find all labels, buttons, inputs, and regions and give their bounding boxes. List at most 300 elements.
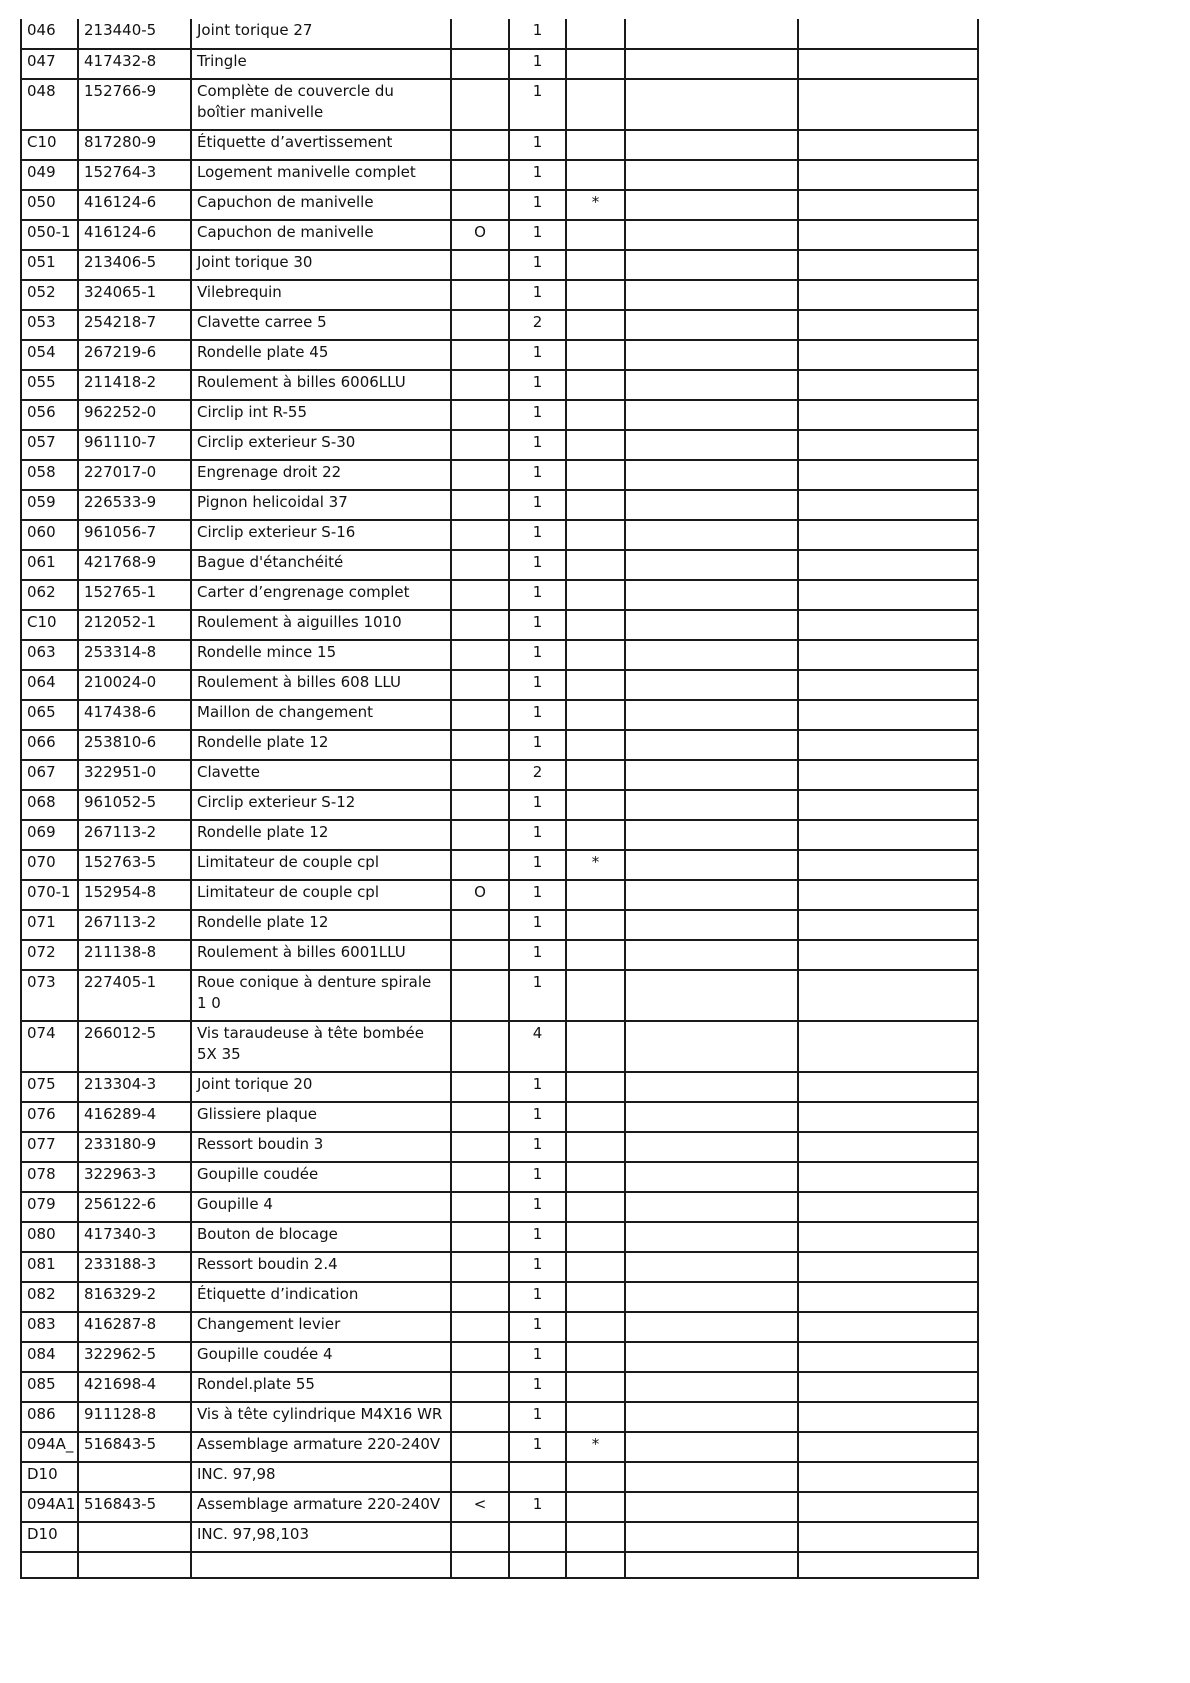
- table-row: [21, 79, 978, 130]
- blank-cell: [798, 49, 978, 79]
- option-cell: [451, 310, 509, 340]
- description-cell: [191, 49, 451, 79]
- blank-cell: [625, 49, 798, 79]
- note-mark-cell: [566, 1432, 625, 1462]
- parts-list-page: [20, 19, 979, 1579]
- part-number-text: 961052-5: [84, 793, 157, 811]
- description-cell: [191, 1222, 451, 1252]
- blank-cell: [625, 1372, 798, 1402]
- quantity-cell: [509, 340, 566, 370]
- blank-cell: [625, 340, 798, 370]
- quantity-text: 2: [532, 313, 543, 331]
- part-number-cell: [78, 550, 191, 580]
- table-row: [21, 910, 978, 940]
- blank-cell: [798, 970, 978, 1021]
- note-mark-cell: [566, 550, 625, 580]
- note-mark-cell: [566, 19, 625, 49]
- note-mark-cell: [566, 970, 625, 1021]
- item-number-text: 051: [27, 253, 56, 271]
- part-number-cell: [78, 460, 191, 490]
- item-number-text: D10: [27, 1465, 58, 1483]
- quantity-text: [515, 1553, 560, 1554]
- part-number-text: 516843-5: [84, 1435, 157, 1453]
- quantity-text: 1: [532, 343, 543, 361]
- part-number-text: 417432-8: [84, 52, 157, 70]
- part-number-text: 417438-6: [84, 703, 157, 721]
- note-mark-text: [572, 1133, 619, 1134]
- item-number-text: 052: [27, 283, 56, 301]
- option-cell: [451, 1252, 509, 1282]
- blank-cell: [798, 250, 978, 280]
- option-cell: [451, 730, 509, 760]
- description-cell: [191, 880, 451, 910]
- part-number-cell: [78, 1402, 191, 1432]
- table-row: [21, 220, 978, 250]
- table-row: [21, 670, 978, 700]
- quantity-cell: [509, 220, 566, 250]
- note-mark-cell: [566, 850, 625, 880]
- option-text: [457, 131, 503, 132]
- quantity-text: [515, 1523, 560, 1524]
- quantity-cell: [509, 1252, 566, 1282]
- item-number-text: 070: [27, 853, 56, 871]
- blank-cell: [625, 940, 798, 970]
- description-cell: [191, 1372, 451, 1402]
- option-cell: [451, 550, 509, 580]
- option-cell: [451, 1072, 509, 1102]
- item-number-text: [27, 1553, 72, 1554]
- blank-cell: [798, 1282, 978, 1312]
- quantity-cell: [509, 190, 566, 220]
- part-number-text: 421768-9: [84, 553, 157, 571]
- part-number-cell: [78, 760, 191, 790]
- quantity-text: 1: [532, 1165, 543, 1183]
- blank-cell: [798, 460, 978, 490]
- description-cell: [191, 850, 451, 880]
- part-number-cell: [78, 1252, 191, 1282]
- part-number-text: 324065-1: [84, 283, 157, 301]
- blank-cell: [625, 1552, 798, 1578]
- blank-cell: [625, 520, 798, 550]
- quantity-text: 1: [532, 193, 543, 211]
- option-text: [457, 1283, 503, 1284]
- option-text: [457, 671, 503, 672]
- blank-cell: [798, 1162, 978, 1192]
- description-cell: [191, 250, 451, 280]
- note-mark-text: [572, 761, 619, 762]
- part-number-cell: [78, 490, 191, 520]
- description-cell: [191, 1162, 451, 1192]
- note-mark-text: [572, 341, 619, 342]
- table-row: [21, 520, 978, 550]
- option-cell: [451, 1132, 509, 1162]
- description-cell: [191, 130, 451, 160]
- blank-cell: [625, 460, 798, 490]
- note-mark-text: [572, 941, 619, 942]
- blank-cell: [625, 730, 798, 760]
- blank-cell: [798, 1372, 978, 1402]
- description-text: Limitateur de couple cpl: [197, 883, 379, 901]
- blank-cell: [625, 1492, 798, 1522]
- item-number-text: 078: [27, 1165, 56, 1183]
- option-text: [457, 1433, 503, 1434]
- option-cell: [451, 160, 509, 190]
- note-mark-cell: [566, 1342, 625, 1372]
- blank-cell: [798, 730, 978, 760]
- part-number-text: 210024-0: [84, 673, 157, 691]
- description-cell: [191, 1342, 451, 1372]
- note-mark-text: [572, 1283, 619, 1284]
- quantity-text: 1: [532, 883, 543, 901]
- quantity-text: 2: [532, 763, 543, 781]
- table-row: [21, 880, 978, 910]
- description-cell: [191, 760, 451, 790]
- blank-cell: [625, 190, 798, 220]
- part-number-text: 152764-3: [84, 163, 157, 181]
- note-mark-text: [572, 1553, 619, 1554]
- table-row: [21, 49, 978, 79]
- part-number-cell: [78, 970, 191, 1021]
- blank-cell: [798, 130, 978, 160]
- item-number-cell: [21, 1552, 78, 1578]
- item-number-cell: [21, 460, 78, 490]
- part-number-cell: [78, 1132, 191, 1162]
- note-mark-cell: [566, 1072, 625, 1102]
- quantity-cell: [509, 1102, 566, 1132]
- note-mark-text: [572, 1163, 619, 1164]
- item-number-text: 063: [27, 643, 56, 661]
- note-mark-text: [572, 731, 619, 732]
- item-number-cell: [21, 1372, 78, 1402]
- description-text: Joint torique 27: [197, 21, 313, 39]
- note-mark-cell: [566, 1372, 625, 1402]
- note-mark-cell: [566, 580, 625, 610]
- part-number-text: 267113-2: [84, 823, 157, 841]
- note-mark-text: [572, 1403, 619, 1404]
- note-mark-text: [572, 1463, 619, 1464]
- note-mark-text: [572, 281, 619, 282]
- description-cell: [191, 1462, 451, 1492]
- part-number-cell: [78, 1192, 191, 1222]
- quantity-text: 1: [532, 1315, 543, 1333]
- blank-cell: [625, 1402, 798, 1432]
- item-number-text: 061: [27, 553, 56, 571]
- item-number-text: 073: [27, 973, 56, 991]
- option-text: [457, 641, 503, 642]
- option-cell: [451, 880, 509, 910]
- note-mark-cell: [566, 280, 625, 310]
- table-row: [21, 1312, 978, 1342]
- part-number-cell: [78, 910, 191, 940]
- option-text: [457, 431, 503, 432]
- description-cell: [191, 550, 451, 580]
- item-number-cell: [21, 1402, 78, 1432]
- description-text: Rondelle plate 12: [197, 823, 329, 841]
- table-row: [21, 1372, 978, 1402]
- table-row: [21, 340, 978, 370]
- item-number-cell: [21, 490, 78, 520]
- description-cell: [191, 1522, 451, 1552]
- option-text: [457, 281, 503, 282]
- table-row: [21, 190, 978, 220]
- table-row: [21, 1252, 978, 1282]
- table-row: [21, 19, 978, 49]
- table-row: [21, 580, 978, 610]
- part-number-cell: [78, 1312, 191, 1342]
- option-text: [457, 1193, 503, 1194]
- item-number-text: 057: [27, 433, 56, 451]
- description-text: Changement levier: [197, 1315, 341, 1333]
- quantity-cell: [509, 1192, 566, 1222]
- option-text: [457, 701, 503, 702]
- item-number-cell: [21, 19, 78, 49]
- quantity-cell: [509, 1552, 566, 1578]
- table-row: [21, 1462, 978, 1492]
- quantity-cell: [509, 79, 566, 130]
- description-text: Bague d'étanchéité: [197, 553, 344, 571]
- blank-cell: [798, 520, 978, 550]
- note-mark-cell: [566, 190, 625, 220]
- table-row: [21, 490, 978, 520]
- blank-cell: [625, 910, 798, 940]
- quantity-text: 1: [532, 463, 543, 481]
- blank-cell: [798, 160, 978, 190]
- option-cell: [451, 400, 509, 430]
- blank-cell: [798, 940, 978, 970]
- option-cell: [451, 1342, 509, 1372]
- item-number-text: 060: [27, 523, 56, 541]
- option-cell: [451, 700, 509, 730]
- note-mark-cell: [566, 940, 625, 970]
- blank-cell: [625, 880, 798, 910]
- part-number-cell: [78, 400, 191, 430]
- quantity-text: 1: [532, 1345, 543, 1363]
- option-cell: [451, 820, 509, 850]
- description-text: Rondel.plate 55: [197, 1375, 315, 1393]
- option-text: [457, 50, 503, 51]
- description-text: Roue conique à denture spirale 1 0: [197, 973, 432, 1012]
- note-mark-cell: [566, 370, 625, 400]
- item-number-text: 071: [27, 913, 56, 931]
- quantity-text: 1: [532, 643, 543, 661]
- option-text: [457, 731, 503, 732]
- quantity-text: 1: [532, 1435, 543, 1453]
- quantity-cell: [509, 520, 566, 550]
- item-number-cell: [21, 430, 78, 460]
- part-number-text: [84, 1553, 185, 1554]
- blank-cell: [625, 1522, 798, 1552]
- item-number-text: 074: [27, 1024, 56, 1042]
- quantity-text: 1: [532, 373, 543, 391]
- description-cell: [191, 1402, 451, 1432]
- blank-cell: [625, 760, 798, 790]
- description-text: Engrenage droit 22: [197, 463, 342, 481]
- quantity-text: 1: [532, 1075, 543, 1093]
- option-cell: [451, 970, 509, 1021]
- option-text: [457, 461, 503, 462]
- quantity-text: 1: [532, 1225, 543, 1243]
- description-cell: [191, 220, 451, 250]
- blank-cell: [798, 1222, 978, 1252]
- table-row: [21, 820, 978, 850]
- quantity-text: 1: [532, 703, 543, 721]
- part-number-text: 267113-2: [84, 913, 157, 931]
- note-mark-cell: [566, 640, 625, 670]
- part-number-text: 817280-9: [84, 133, 157, 151]
- quantity-cell: [509, 910, 566, 940]
- blank-cell: [625, 700, 798, 730]
- table-row: [21, 760, 978, 790]
- table-row: [21, 940, 978, 970]
- description-text: Ressort boudin 3: [197, 1135, 324, 1153]
- quantity-cell: [509, 49, 566, 79]
- item-number-cell: [21, 1132, 78, 1162]
- item-number-text: 085: [27, 1375, 56, 1393]
- description-text: Rondelle plate 12: [197, 913, 329, 931]
- description-text: Assemblage armature 220-240V: [197, 1495, 441, 1513]
- part-number-cell: [78, 1522, 191, 1552]
- note-mark-text: [572, 50, 619, 51]
- item-number-cell: [21, 1192, 78, 1222]
- quantity-text: 1: [532, 433, 543, 451]
- description-cell: [191, 820, 451, 850]
- note-mark-cell: [566, 79, 625, 130]
- option-text: [457, 311, 503, 312]
- description-cell: [191, 640, 451, 670]
- description-cell: [191, 790, 451, 820]
- quantity-text: [515, 1463, 560, 1464]
- option-text: [457, 1373, 503, 1374]
- option-cell: [451, 1102, 509, 1132]
- note-mark-cell: [566, 490, 625, 520]
- description-cell: [191, 1252, 451, 1282]
- option-cell: [451, 79, 509, 130]
- option-text: O: [474, 883, 486, 901]
- item-number-cell: [21, 1342, 78, 1372]
- note-mark-cell: [566, 1402, 625, 1432]
- blank-cell: [625, 370, 798, 400]
- item-number-cell: [21, 79, 78, 130]
- part-number-cell: [78, 1102, 191, 1132]
- description-text: Étiquette d’indication: [197, 1285, 359, 1303]
- blank-cell: [625, 19, 798, 49]
- blank-cell: [798, 1522, 978, 1552]
- quantity-cell: [509, 1522, 566, 1552]
- part-number-cell: [78, 280, 191, 310]
- note-mark-cell: [566, 820, 625, 850]
- item-number-cell: [21, 880, 78, 910]
- quantity-text: 1: [532, 403, 543, 421]
- option-text: [457, 851, 503, 852]
- quantity-cell: [509, 550, 566, 580]
- table-row: [21, 160, 978, 190]
- option-text: O: [474, 223, 486, 241]
- option-cell: [451, 1522, 509, 1552]
- description-cell: [191, 190, 451, 220]
- option-text: [457, 1313, 503, 1314]
- part-number-cell: [78, 1552, 191, 1578]
- quantity-text: 1: [532, 1375, 543, 1393]
- part-number-text: 267219-6: [84, 343, 157, 361]
- note-mark-text: [572, 671, 619, 672]
- item-number-text: 054: [27, 343, 56, 361]
- note-mark-cell: [566, 310, 625, 340]
- note-mark-text: [572, 791, 619, 792]
- quantity-cell: [509, 1462, 566, 1492]
- option-cell: [451, 1492, 509, 1522]
- part-number-text: 152765-1: [84, 583, 157, 601]
- item-number-text: 058: [27, 463, 56, 481]
- blank-cell: [798, 790, 978, 820]
- part-number-cell: [78, 730, 191, 760]
- blank-cell: [798, 1492, 978, 1522]
- description-text: Goupille coudée: [197, 1165, 319, 1183]
- option-text: [457, 941, 503, 942]
- note-mark-text: [572, 311, 619, 312]
- part-number-cell: [78, 940, 191, 970]
- part-number-text: 253314-8: [84, 643, 157, 661]
- part-number-text: 213440-5: [84, 21, 157, 39]
- item-number-text: 062: [27, 583, 56, 601]
- item-number-cell: [21, 550, 78, 580]
- part-number-cell: [78, 160, 191, 190]
- item-number-text: 080: [27, 1225, 56, 1243]
- quantity-cell: [509, 940, 566, 970]
- note-mark-cell: [566, 520, 625, 550]
- item-number-cell: [21, 340, 78, 370]
- item-number-text: 049: [27, 163, 56, 181]
- blank-cell: [798, 1342, 978, 1372]
- note-mark-text: [572, 1343, 619, 1344]
- quantity-cell: [509, 19, 566, 49]
- part-number-text: 961056-7: [84, 523, 157, 541]
- blank-cell: [625, 250, 798, 280]
- description-cell: [191, 460, 451, 490]
- note-mark-text: [572, 911, 619, 912]
- note-mark-cell: [566, 1192, 625, 1222]
- option-text: [457, 401, 503, 402]
- part-number-cell: [78, 670, 191, 700]
- part-number-text: 226533-9: [84, 493, 157, 511]
- quantity-text: 1: [532, 973, 543, 991]
- quantity-cell: [509, 1072, 566, 1102]
- part-number-text: 322962-5: [84, 1345, 157, 1363]
- blank-cell: [798, 580, 978, 610]
- note-mark-cell: [566, 400, 625, 430]
- option-cell: [451, 850, 509, 880]
- blank-cell: [625, 1192, 798, 1222]
- note-mark-text: *: [591, 1435, 600, 1453]
- part-number-text: 416124-6: [84, 223, 157, 241]
- option-text: [457, 521, 503, 522]
- item-number-text: 053: [27, 313, 56, 331]
- option-text: [457, 911, 503, 912]
- part-number-cell: [78, 1282, 191, 1312]
- note-mark-cell: [566, 430, 625, 460]
- quantity-cell: [509, 310, 566, 340]
- part-number-cell: [78, 370, 191, 400]
- part-number-cell: [78, 19, 191, 49]
- item-number-text: C10: [27, 133, 57, 151]
- part-number-text: 416289-4: [84, 1105, 157, 1123]
- note-mark-cell: [566, 760, 625, 790]
- item-number-text: 056: [27, 403, 56, 421]
- option-text: [457, 1553, 503, 1554]
- option-text: [457, 1523, 503, 1524]
- note-mark-text: [572, 1193, 619, 1194]
- blank-cell: [625, 640, 798, 670]
- item-number-text: 086: [27, 1405, 56, 1423]
